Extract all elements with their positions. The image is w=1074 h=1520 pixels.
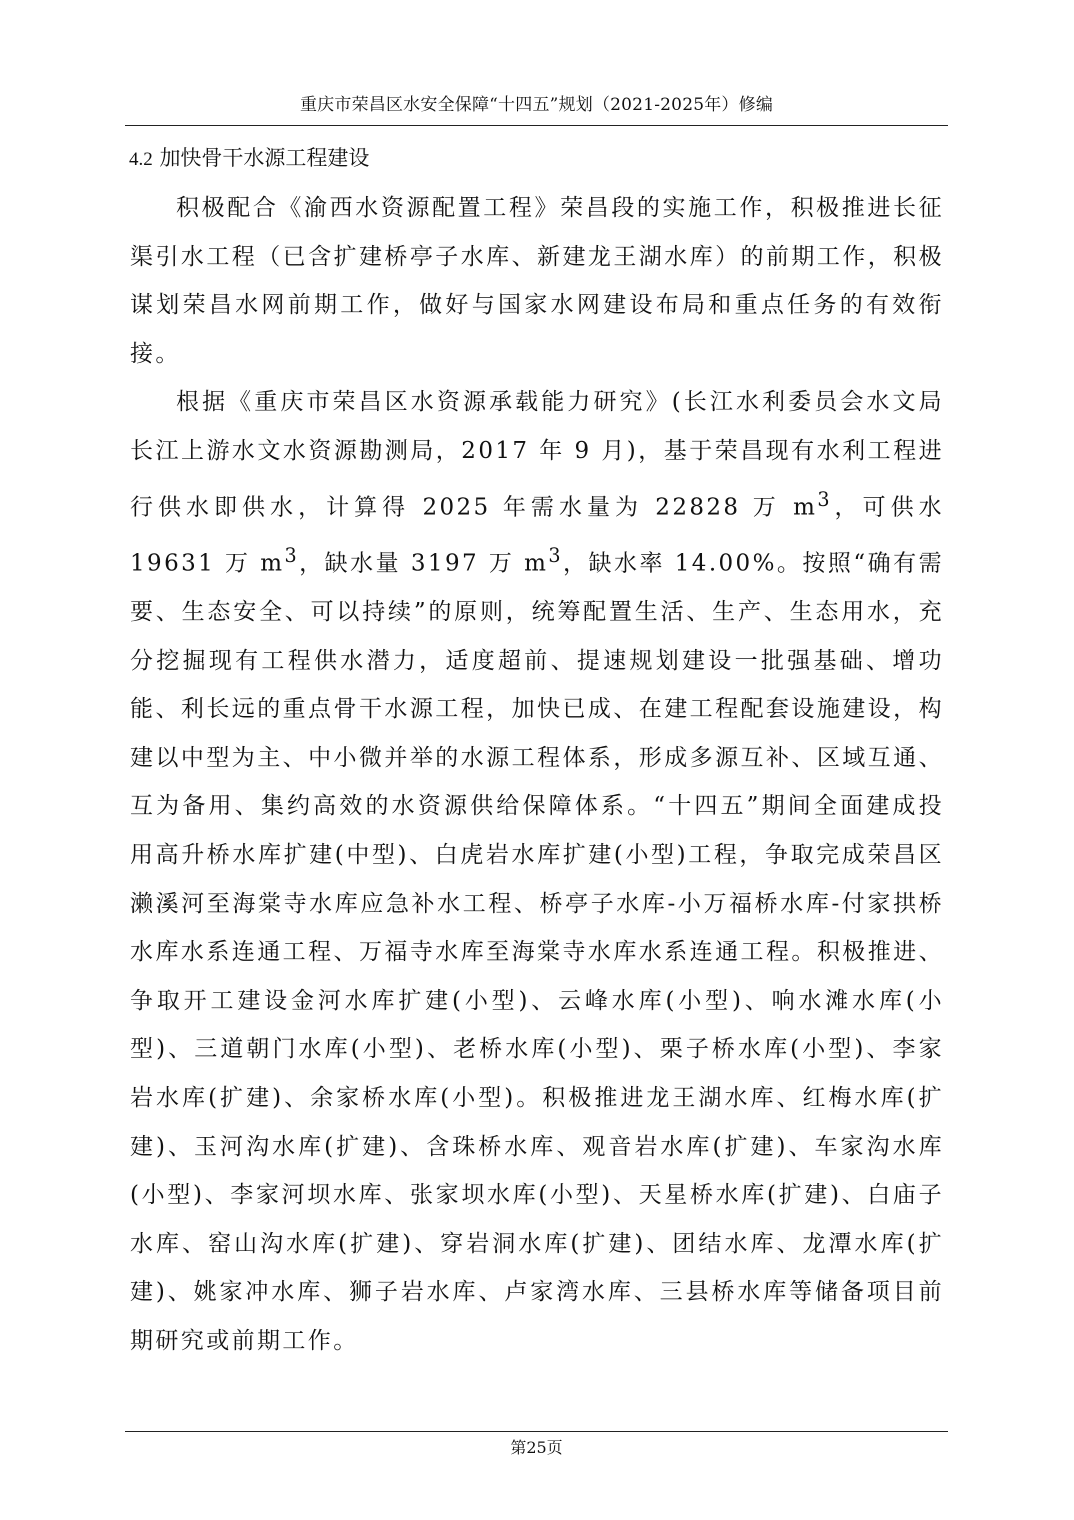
cubic-superscript: 3: [817, 487, 832, 511]
cubic-superscript: 3: [548, 543, 563, 567]
paragraph-2-part-2: ，可供水 19631 万 m: [130, 494, 944, 577]
page-number: 第25页: [510, 1438, 563, 1457]
footer-rule: [125, 1431, 948, 1432]
paragraph-1: 积极配合《渝西水资源配置工程》荣昌段的实施工作，积极推进长征渠引水工程（已含扩建桥亭子水库、新建龙王湖水库）的前期工作，积极谋划荣昌水网前期工作，做好与国家水网建设布局和重点任务的有效衔接。: [130, 195, 944, 367]
section-heading: [129, 141, 929, 177]
header-rule: [125, 125, 948, 126]
section-title: 加快骨干水源工程建设: [159, 146, 370, 170]
body-text: [130, 184, 944, 1366]
paragraph-2-part-1: 根据《重庆市荣昌区水资源承载能力研究》(长江水利委员会水文局长江上游水文水资源勘测局，2017 年 9 月)，基于荣昌现有水利工程进行供水即供水，计算得 2025 年需水量为 22828 万 m: [130, 389, 944, 521]
cubic-superscript: 3: [284, 543, 300, 567]
section-number: 4.2: [129, 149, 153, 170]
paragraph-2: [130, 378, 944, 1365]
paragraph-2-part-4: ，缺水率 14.00%。按照“确有需要、生态安全、可以持续”的原则，统筹配置生活、生产、生态用水，充分挖掘现有工程供水潜力，适度超前、提速规划建设一批强基础、增功能、利长远的重点骨干水源工程，加快已成、在建工程配套设施建设，构建以中型为主、中小微并举的水源工程体系，形成多源互补、区域互通、互为备用、集约高效的水资源供给保障体系。“十四五”期间全面建成投用高升桥水库扩建(中型)、白虎岩水库扩建(小型)工程，争取完成荣昌区濑溪河至海棠寺水库应急补水工程、桥亭子水库-小万福桥水库-付家拱桥水库水系连通工程、万福寺水库至海棠寺水库水系连通工程。积极推进、争取开工建设金河水库扩建(小型)、云峰水库(小型)、响水滩水库(小型)、三道朝门水库(小型)、老桥水库(小型)、栗子桥水库(小型)、李家岩水库(扩建)、余家桥水库(小型)。积极推进龙王湖水库、红梅水库(扩建)、玉河沟水库(扩建)、含珠桥水库、观音岩水库(扩建)、车家沟水库(小型)、李家河坝水库、张家坝水库(小型)、天星桥水库(扩建)、白庙子水库、窑山沟水库(扩建)、穿岩洞水库(扩建)、团结水库、龙潭水库(扩建)、姚家冲水库、狮子岩水库、卢家湾水库、三县桥水库等储备项目前期研究或前期工作。: [130, 550, 945, 1354]
running-header: 重庆市荣昌区水安全保障“十四五”规划（2021-2025年）修编: [299, 95, 774, 115]
paragraph-2-part-3: ，缺水量 3197 万 m: [299, 550, 549, 577]
